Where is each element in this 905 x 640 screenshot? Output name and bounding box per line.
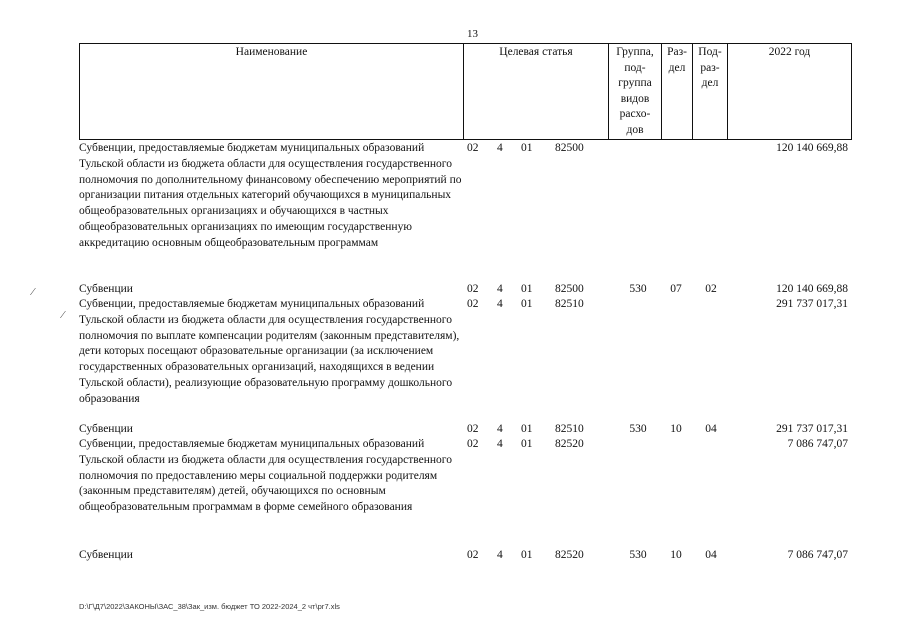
header-name: Наименование	[80, 44, 464, 140]
footer-path: D:\Г\Д7\2022\ЗАКОНЫ\ЗАС_38\Зак_изм. бюджет ТО 2022-2024_2 чт\рг7.xls	[79, 602, 340, 611]
pen-mark: ⁄	[32, 286, 34, 298]
header-subsection: Под- раз- дел	[693, 44, 728, 140]
page-number: 13	[467, 28, 478, 40]
table-header	[79, 43, 852, 140]
header-section: Раз- дел	[662, 44, 693, 140]
header-group: Группа, под- группа видов расхо- дов	[609, 44, 662, 140]
header-year: 2022 год	[728, 44, 852, 140]
header-target-article: Целевая статья	[464, 44, 609, 140]
pen-mark: ⁄	[62, 309, 64, 321]
